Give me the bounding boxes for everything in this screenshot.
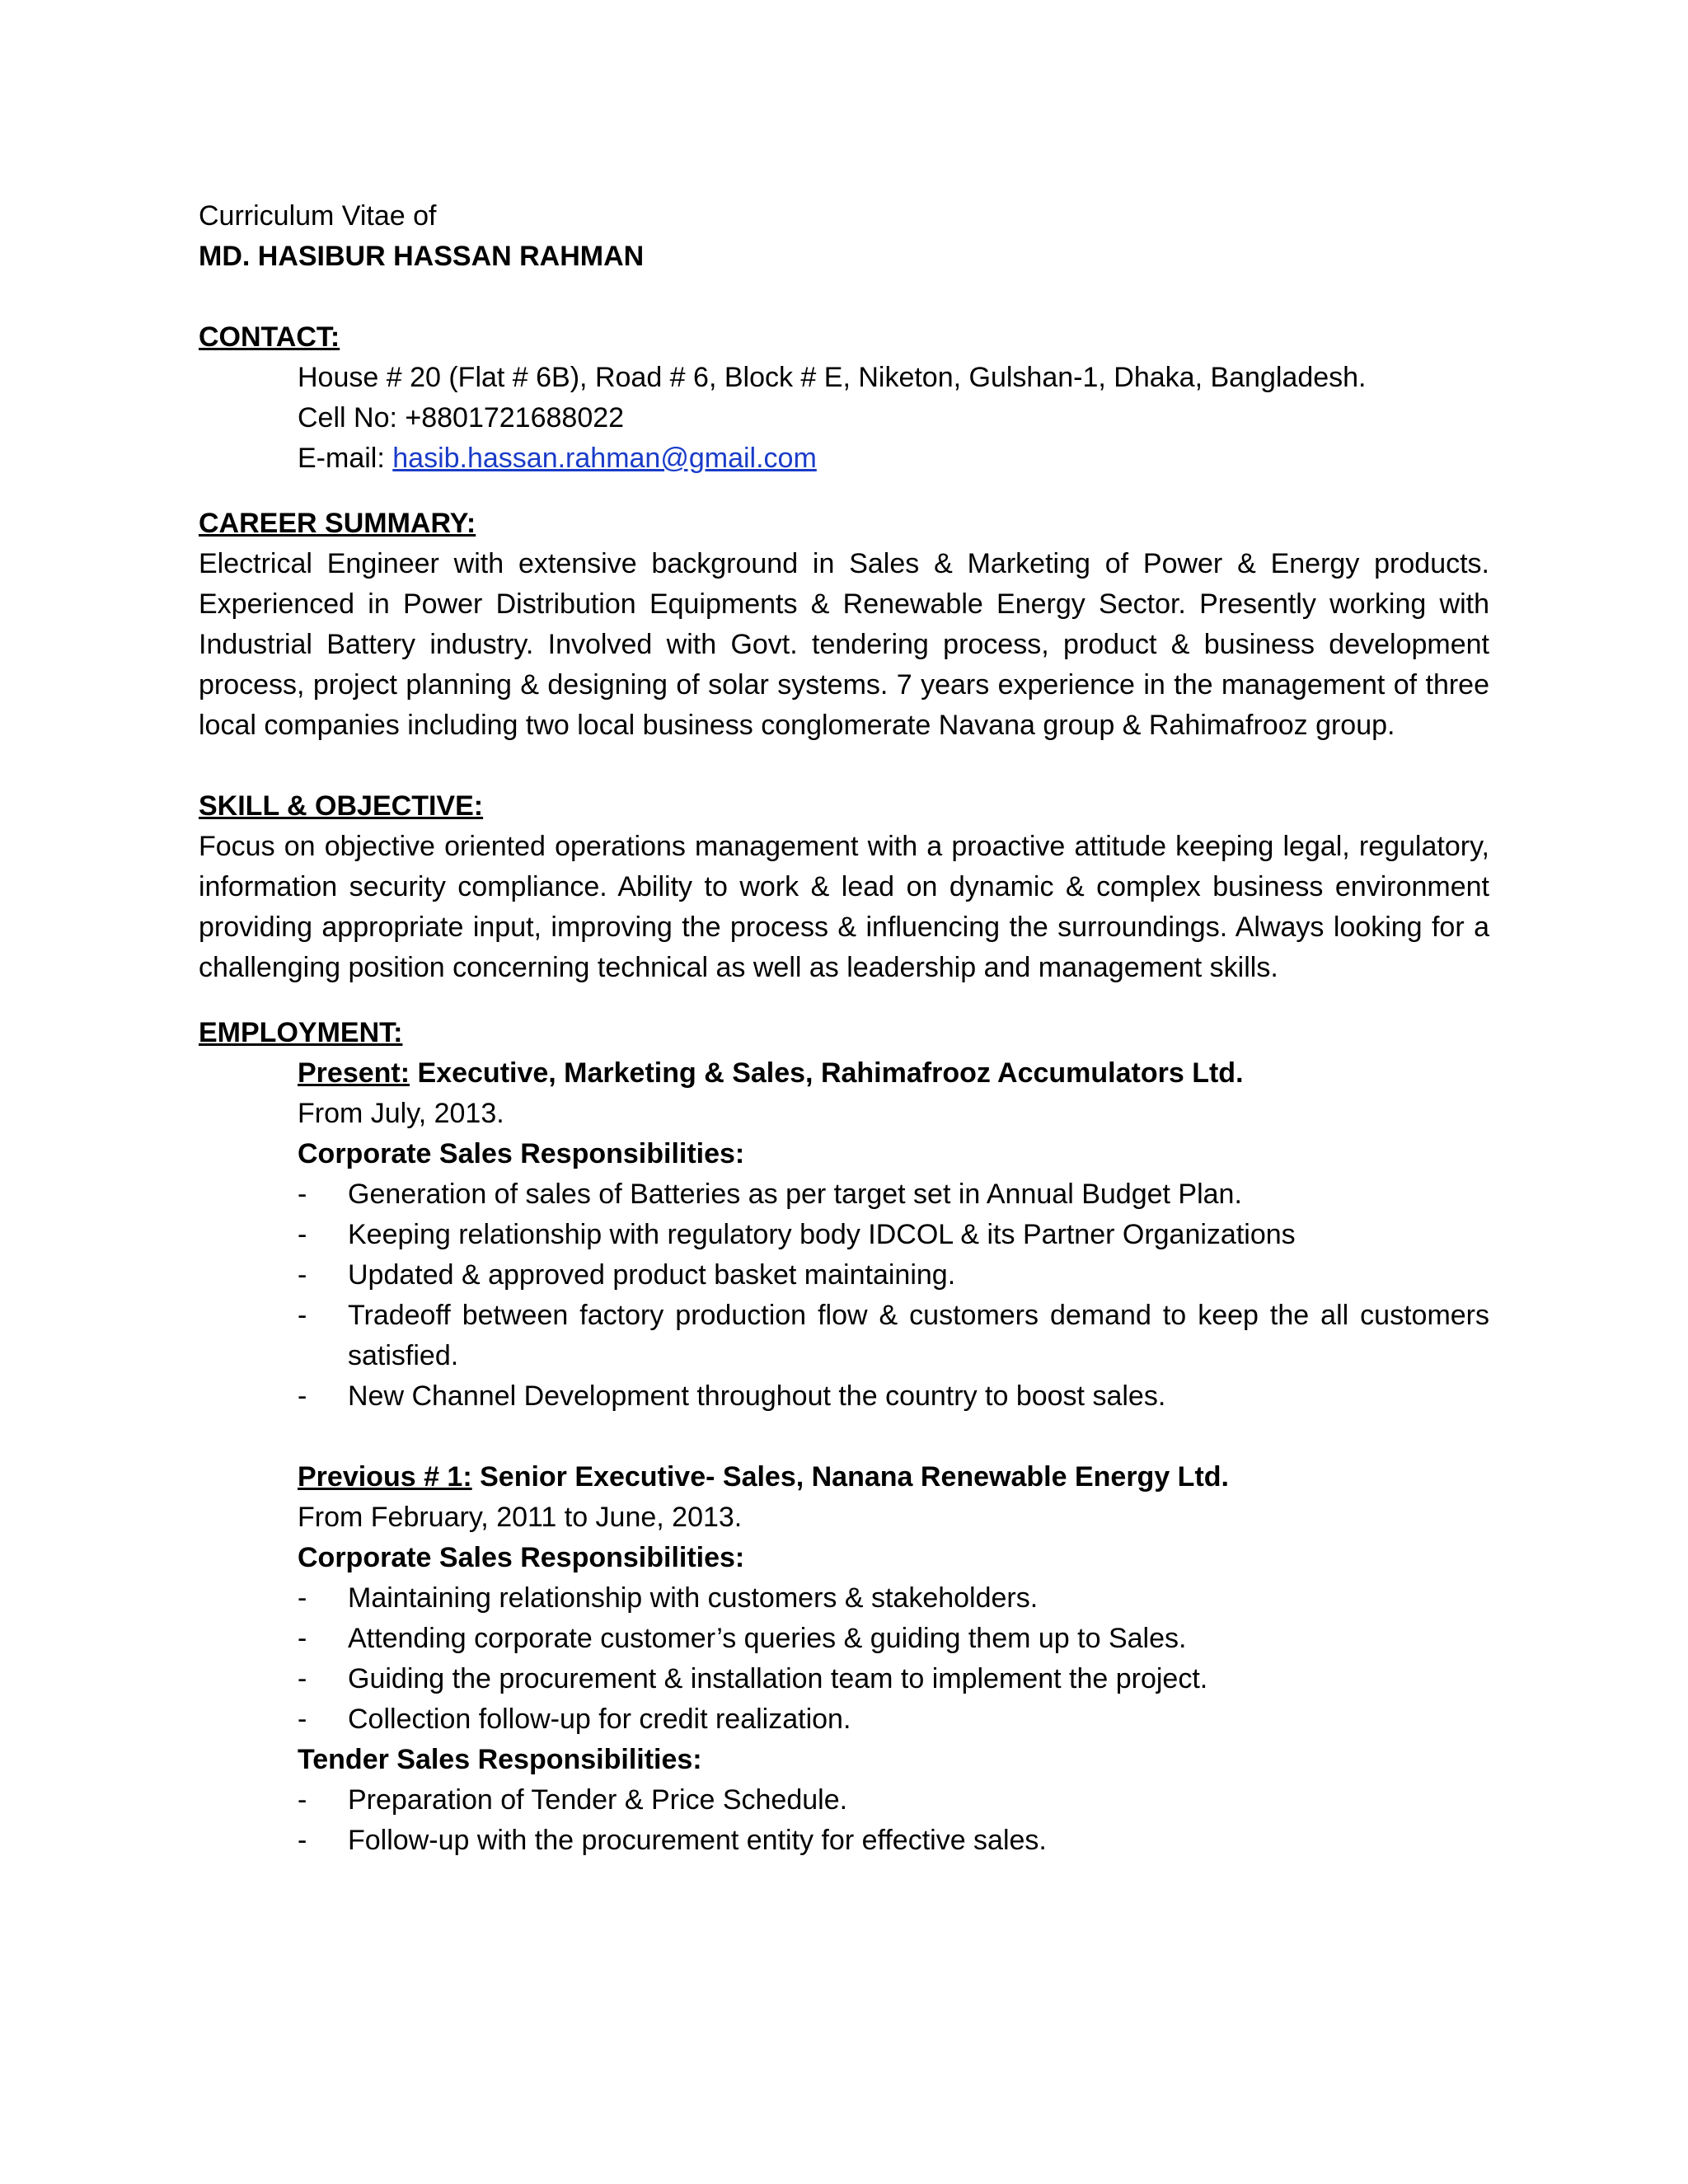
skill-objective-heading: SKILL & OBJECTIVE: [199,790,484,822]
job-previous-1-label: Previous # 1: [298,1461,472,1493]
list-item: - Updated & approved product basket maintaining. [298,1255,1489,1296]
job-present-corporate-heading: Corporate Sales Responsibilities: [298,1138,745,1169]
list-item: - Tradeoff between factory production flow & customers demand to keep the all customers satisfied. [298,1296,1489,1376]
list-item: - Attending corporate customer’s queries & guiding them up to Sales. [298,1619,1489,1659]
skill-objective-text: Focus on objective oriented operations management with a proactive attitude keeping legal, regulatory, information security compliance. Ability to work & lead on dynamic & complex business environment providing appropriate input, improving the process & influencing the surroundings. Always looking for a challenging position concerning technical as well as leadership and management skills. [199,831,1489,983]
contact-heading: CONTACT: [199,321,340,353]
job-previous-1-tender-list [199,1780,1489,1861]
job-previous-1-tender-heading: Tender Sales Responsibilities: [298,1744,702,1775]
job-previous-1-title: Senior Executive- Sales, Nanana Renewable Energy Ltd. [480,1461,1229,1493]
career-summary-heading: CAREER SUMMARY: [199,508,476,539]
bullet-dash: - [298,1259,307,1291]
job-present-label: Present: [298,1057,410,1089]
candidate-name: MD. HASIBUR HASSAN RAHMAN [199,241,645,272]
job-present [199,1053,1489,1174]
job-present-period: From July, 2013. [298,1098,504,1129]
list-item: - New Channel Development throughout the country to boost sales. [298,1376,1489,1417]
job-present-title: Executive, Marketing & Sales, Rahimafrooz Accumulators Ltd. [417,1057,1244,1089]
bullet-dash: - [298,1300,307,1331]
bullet-dash: - [298,1663,307,1694]
job-previous-1-tender [199,1740,1489,1780]
bullet-dash: - [298,1784,307,1816]
bullet-dash: - [298,1219,307,1250]
employment-heading: EMPLOYMENT: [199,1017,403,1048]
bullet-dash: - [298,1582,307,1614]
bullet-dash: - [298,1623,307,1654]
job-previous-1 [199,1457,1489,1578]
bullet-dash: - [298,1704,307,1735]
list-item: - Keeping relationship with regulatory body IDCOL & its Partner Organizations [298,1215,1489,1255]
job-present-title-line [298,1053,1489,1094]
bullet-dash: - [298,1179,307,1210]
list-item: - Guiding the procurement & installation team to implement the project. [298,1659,1489,1699]
list-item: - Maintaining relationship with customers & stakeholders. [298,1578,1489,1619]
job-previous-1-period: From February, 2011 to June, 2013. [298,1502,743,1533]
job-previous-1-title-line [298,1457,1489,1497]
career-summary-text: Electrical Engineer with extensive background in Sales & Marketing of Power & Energy products. Experienced in Power Distribution Equipments & Renewable Energy Sector. Presently working with Industrial Battery industry. Involved with Govt. tendering process, product & business development process, project planning & designing of solar systems. 7 years experience in the management of three local companies including two local business conglomerate Navana group & Rahimafrooz group. [199,548,1489,741]
cv-intro: Curriculum Vitae of [199,200,437,232]
list-item: - Preparation of Tender & Price Schedule. [298,1780,1489,1821]
list-item: - Collection follow-up for credit realization. [298,1699,1489,1740]
email-link[interactable]: hasib.hassan.rahman@gmail.com [392,443,817,474]
cv-document [199,196,1489,1861]
contact-cell: Cell No: +8801721688022 [298,402,625,434]
contact-email-line [298,438,1489,479]
job-previous-1-corporate-heading: Corporate Sales Responsibilities: [298,1542,745,1573]
bullet-dash: - [298,1380,307,1412]
list-item: - Generation of sales of Batteries as per target set in Annual Budget Plan. [298,1174,1489,1215]
bullet-dash: - [298,1825,307,1856]
contact-address: House # 20 (Flat # 6B), Road # 6, Block # E, Niketon, Gulshan-1, Dhaka, Bangladesh. [298,362,1367,393]
email-label: E-mail: [298,443,385,474]
job-present-corporate-list [199,1174,1489,1417]
list-item: - Follow-up with the procurement entity for effective sales. [298,1821,1489,1861]
job-previous-1-corporate-list [199,1578,1489,1740]
contact-block [199,358,1489,479]
